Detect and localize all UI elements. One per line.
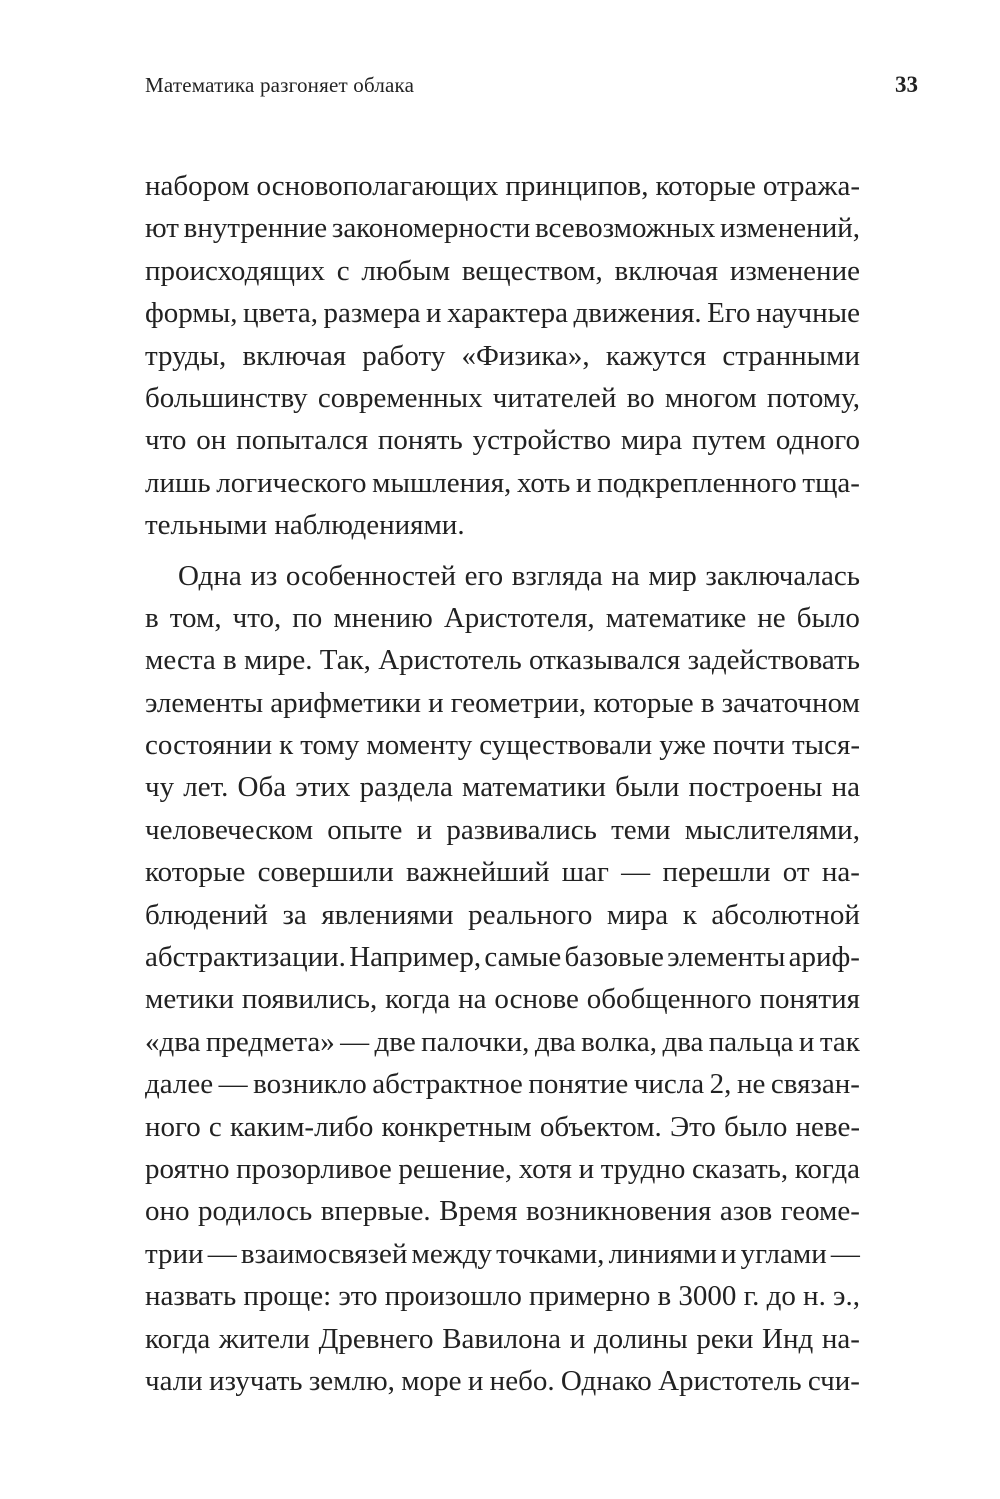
text-line: ют внутренние закономерности всевозможных изменений, bbox=[145, 212, 860, 245]
body-text bbox=[145, 165, 860, 1402]
text-line: большинству современных читателей во многом потому, bbox=[145, 381, 860, 414]
text-line: места в мире. Так, Аристотель отказывался задействовать bbox=[145, 644, 860, 677]
text-line: назвать проще: это произошло примерно в 3000 г. до н. э., bbox=[145, 1280, 860, 1313]
text-line: что он попытался понять устройство мира путем одного bbox=[145, 424, 860, 457]
text-line: когда жители Древнего Вавилона и долины реки Инд на- bbox=[145, 1322, 860, 1355]
text-line: человеческом опыте и развивались теми мыслителями, bbox=[145, 813, 860, 846]
text-line: лишь логического мышления, хоть и подкрепленного тща- bbox=[145, 466, 860, 499]
running-head bbox=[145, 72, 918, 106]
text-line: элементы арифметики и геометрии, которые в зачаточном bbox=[145, 686, 860, 719]
text-line: труды, включая работу «Физика», кажутся странными bbox=[145, 339, 860, 372]
text-line: которые совершили важнейший шаг — перешли от на- bbox=[145, 856, 860, 889]
text-line: Одна из особенностей его взгляда на мир заключалась bbox=[178, 559, 860, 592]
paragraph bbox=[145, 165, 860, 547]
text-line: далее — возникло абстрактное понятие числа 2, не связан- bbox=[145, 1068, 860, 1101]
text-line: «два предмета» — две палочки, два волка, два пальца и так bbox=[145, 1025, 860, 1058]
page-number: 33 bbox=[895, 72, 918, 97]
text-line: состоянии к тому моменту существовали уже почти тыся- bbox=[145, 729, 860, 762]
running-title: Математика разгоняет облака bbox=[145, 73, 415, 97]
text-line: абстрактизации. Например, самые базовые элементы ариф- bbox=[145, 941, 860, 974]
text-line: происходящих с любым веществом, включая изменение bbox=[145, 254, 860, 287]
text-line: ного с каким-либо конкретным объектом. Это было неве- bbox=[145, 1110, 860, 1143]
text-line: в том, что, по мнению Аристотеля, математике не было bbox=[145, 601, 860, 634]
text-line: формы, цвета, размера и характера движения. Его научные bbox=[145, 297, 860, 330]
text-line: оно родилось впервые. Время возникновения азов геоме- bbox=[145, 1195, 860, 1228]
text-line: роятно прозорливое решение, хотя и трудно сказать, когда bbox=[145, 1152, 860, 1185]
text-line: чу лет. Оба этих раздела математики были построены на bbox=[145, 771, 860, 804]
text-line: тельными наблюдениями. bbox=[145, 509, 465, 542]
text-line: чали изучать землю, море и небо. Однако Аристотель счи- bbox=[145, 1364, 860, 1397]
text-line: блюдений за явлениями реального мира к абсолютной bbox=[145, 898, 860, 931]
text-line: метики появились, когда на основе обобщенного понятия bbox=[145, 983, 860, 1016]
text-line: трии — взаимосвязей между точками, линиями и углами — bbox=[145, 1237, 860, 1270]
paragraph-gap bbox=[145, 547, 860, 555]
text-line: набором основополагающих принципов, которые отража- bbox=[145, 170, 860, 202]
paragraph bbox=[145, 555, 860, 1403]
